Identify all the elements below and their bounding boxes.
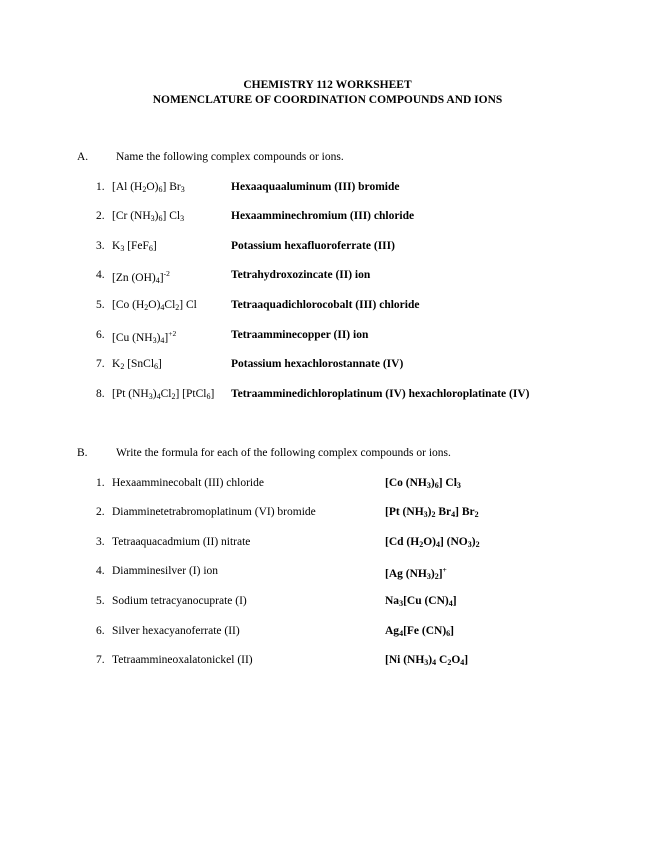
- chemical-formula: [Cr $(NH_3)_6$] $Cl_3$: [112, 210, 185, 223]
- item-number: 1.: [96, 181, 105, 193]
- answer-formula: [Cd $(H_2O)_4$] $(NO_3)_2$: [385, 536, 480, 549]
- chemical-formula: [Zn $(OH)_4]^{-2}$: [112, 269, 170, 285]
- item-number: 3.: [96, 240, 105, 252]
- item-number: 6.: [96, 329, 105, 341]
- item-number: 4.: [96, 269, 105, 281]
- compound-name: Diamminetetrabromoplatinum (VI) bromide: [112, 506, 316, 518]
- answer-name: Hexaamminechromium (III) chloride: [231, 210, 415, 222]
- answer-name: Hexaaquaaluminum (III) bromide: [231, 181, 400, 193]
- chemical-formula: [Al $(H_2O)_6$] $Br_3$: [112, 181, 185, 194]
- section-letter: B.: [77, 447, 88, 459]
- worksheet-title: CHEMISTRY 112 WORKSHEET: [243, 79, 412, 91]
- item-number: 4.: [96, 565, 105, 577]
- item-number: 8.: [96, 388, 105, 400]
- chemical-formula: [Cu $(NH_3)_4]^{+2}$: [112, 329, 177, 345]
- compound-name: Hexaamminecobalt (III) chloride: [112, 477, 264, 489]
- item-number: 5.: [96, 595, 105, 607]
- answer-name: Tetraamminedichloroplatinum (IV) hexachloroplatinate (IV): [231, 388, 530, 400]
- answer-name: Potassium hexafluoroferrate (III): [231, 240, 395, 252]
- item-number: 3.: [96, 536, 105, 548]
- item-number: 1.: [96, 477, 105, 489]
- chemical-formula: [Pt $(NH_3)_4Cl_2$] [PtCl$_6$]: [112, 388, 215, 401]
- answer-name: Tetraaquadichlorocobalt (III) chloride: [231, 299, 420, 311]
- answer-name: Tetraamminecopper (II) ion: [231, 329, 369, 341]
- compound-name: Diamminesilver (I) ion: [112, 565, 219, 577]
- chemical-formula: $K_3$ [FeF$_6$]: [112, 240, 157, 253]
- section-letter: A.: [77, 151, 89, 163]
- chemical-formula: $K_2$ [SnCl$_6$]: [112, 358, 162, 371]
- answer-formula: [Ni $(NH_3)_4$ $C_2O_4$]: [385, 654, 469, 667]
- worksheet-subtitle: NOMENCLATURE OF COORDINATION COMPOUNDS AND IONS: [152, 94, 503, 106]
- answer-name: Tetrahydroxozincate (II) ion: [231, 269, 371, 281]
- item-number: 7.: [96, 358, 105, 370]
- section-instruction: Write the formula for each of the following complex compounds or ions.: [116, 447, 451, 459]
- chemical-formula: [Co $(H_2O)_4Cl_2$] Cl: [112, 299, 197, 312]
- section-instruction: Name the following complex compounds or ions.: [116, 151, 344, 163]
- answer-formula: $Ag_4[Fe$ $(CN)_6$]: [385, 625, 455, 638]
- answer-formula: [Ag $(NH_3)_2]^+$: [385, 565, 447, 581]
- answer-formula: [Co $(NH_3)_6$] $Cl_3$: [385, 477, 461, 490]
- item-number: 2.: [96, 506, 105, 518]
- item-number: 5.: [96, 299, 105, 311]
- answer-formula: [Pt $(NH_3)_2$ $Br_4$] $Br_2$: [385, 506, 479, 519]
- answer-name: Potassium hexachlorostannate (IV): [231, 358, 404, 370]
- item-number: 7.: [96, 654, 105, 666]
- answer-formula: $Na_3[Cu$ $(CN)_4$]: [385, 595, 457, 608]
- compound-name: Tetraaquacadmium (II) nitrate: [112, 536, 251, 548]
- item-number: 6.: [96, 625, 105, 637]
- compound-name: Silver hexacyanoferrate (II): [112, 625, 240, 637]
- compound-name: Sodium tetracyanocuprate (I): [112, 595, 247, 607]
- item-number: 2.: [96, 210, 105, 222]
- compound-name: Tetraammineoxalatonickel (II): [112, 654, 253, 666]
